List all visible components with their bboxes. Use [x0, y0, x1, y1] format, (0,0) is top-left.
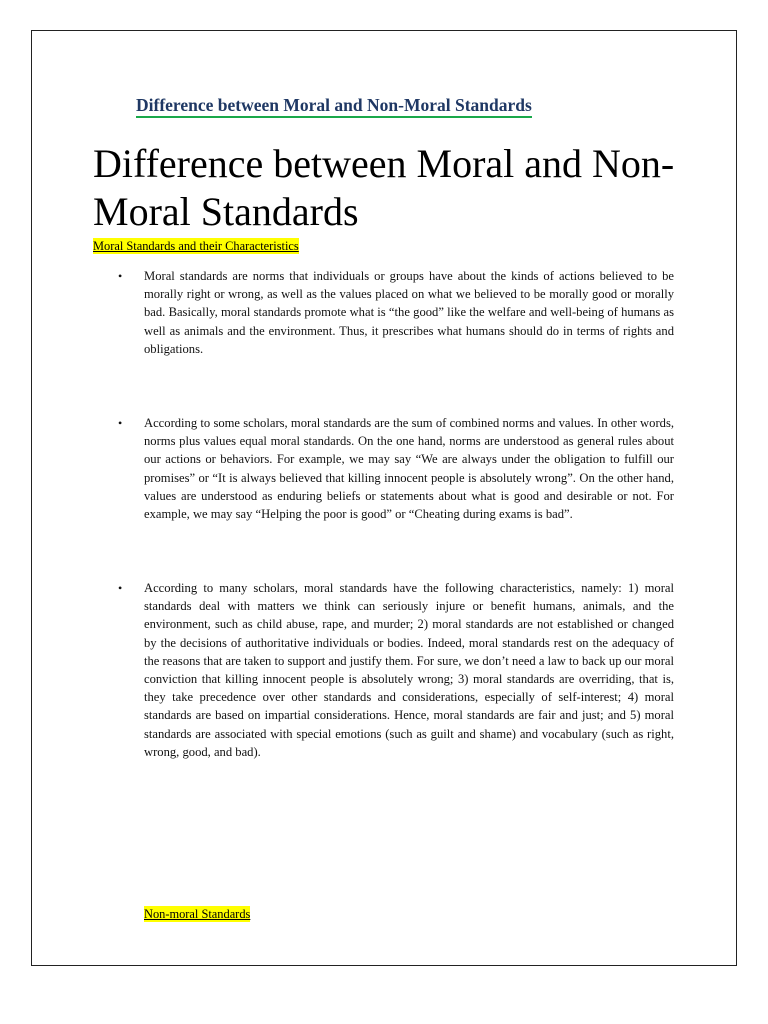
section-heading-non-moral-standards[interactable]: Non-moral Standards — [144, 907, 251, 921]
bullet-text-2: According to some scholars, moral standards are the sum of combined norms and values. In other words, norms plus values equal moral standards. On the one hand, norms are understood as general rules about our actions or behaviors. For example, we may say “We are always under the obligation to fulfill our promises” or “It is always believed that killing innocent people is absolutely wrong”. On the other hand, values are understood as enduring beliefs or statements about what is good and desirable or not. For example, we may say “Helping the poor is good” or “Cheating during exams is bad”. — [144, 416, 674, 522]
bullet-dot: • — [118, 581, 123, 595]
bullet-item-2 — [118, 414, 674, 523]
bullet-dot: • — [118, 269, 123, 283]
document-title: Difference between Moral and Non-Moral Standards — [93, 141, 675, 234]
bullet-dot: • — [118, 416, 123, 430]
bullet-text-1: Moral standards are norms that individuals or groups have about the kinds of actions believed to be morally right or wrong, as well as the values placed on what we believed to be morally good or morally bad. Basically, moral standards promote what is “the good” like the welfare and well-being of humans as well as animals and the environment. Thus, it prescribes what humans should do in terms of rights and obligations. — [144, 269, 674, 356]
bullet-item-1 — [118, 267, 674, 358]
section-heading-moral-standards[interactable]: Moral Standards and their Characteristics — [93, 239, 299, 253]
top-heading-link[interactable]: Difference between Moral and Non-Moral Standards — [136, 94, 532, 118]
bullet-text-3: According to many scholars, moral standards have the following characteristics, namely: 1) moral standards deal with matters we think can seriously injure or benefit humans, animals, and the environment, such as child abuse, rape, and murder; 2) moral standards are not established or changed by the decisions of authoritative individuals or bodies. Indeed, moral standards rest on the adequacy of the reasons that are taken to support and justify them. For sure, we don’t need a law to back up our moral conviction that killing innocent people is absolutely wrong; 3) moral standards are overriding, that is, they take precedence over other standards and considerations, especially of self-interest; 4) moral standards are based on impartial considerations. Hence, moral standards are fair and just; and 5) moral standards are associated with special emotions (such as guilt and shame) and vocabulary (such as right, wrong, good, and bad). — [144, 581, 674, 759]
bullet-item-3 — [118, 579, 674, 761]
